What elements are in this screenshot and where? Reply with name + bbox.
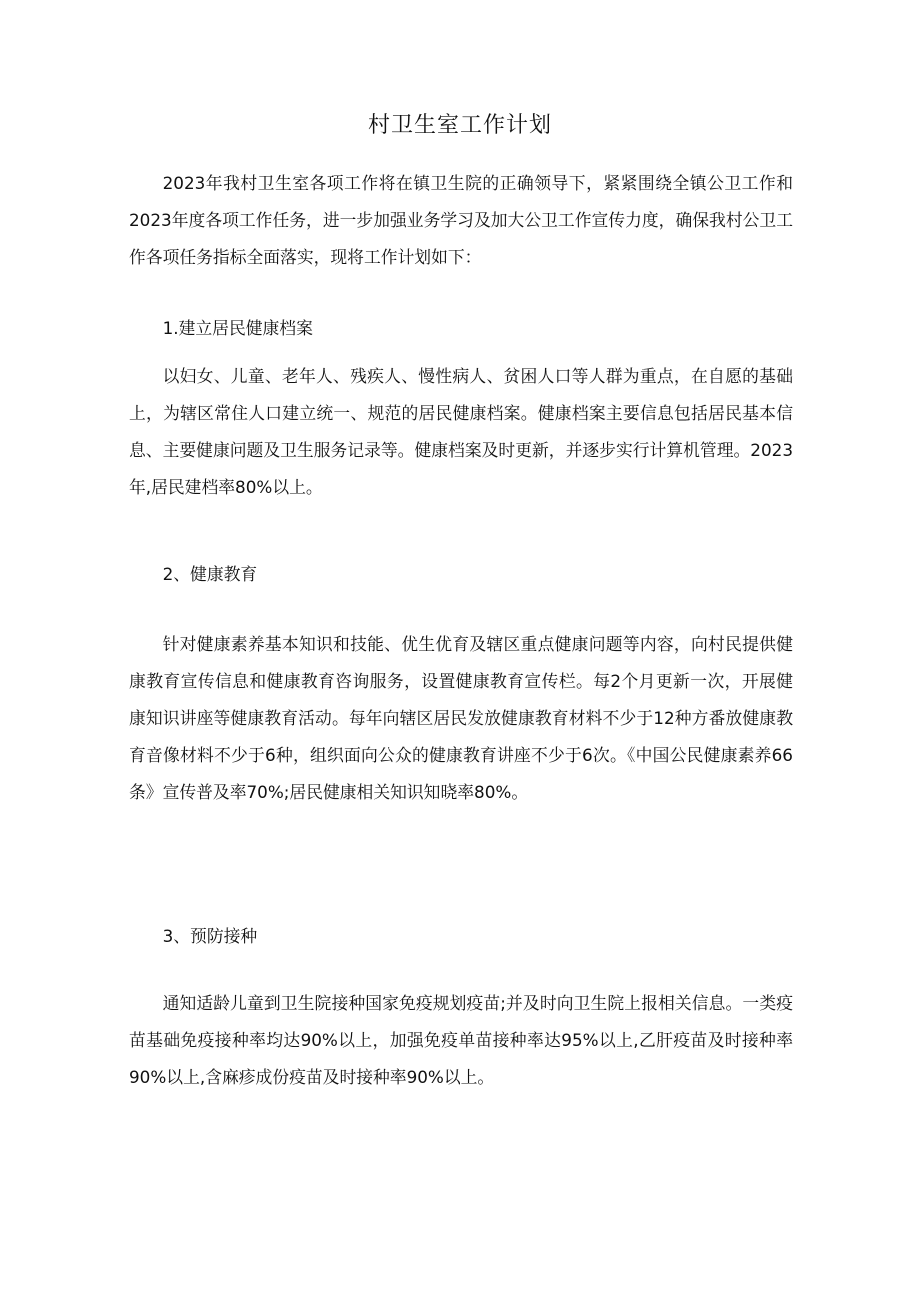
section-body-3: 通知适龄儿童到卫生院接种国家免疫规划疫苗;并及时向卫生院上报相关信息。一类疫苗基础免疫接种率均达90%以上，加强免疫单苗接种率达95%以上,乙肝疫苗及时接种率90%以上,含麻疹成份疫苗及时接种率90%以上。 xyxy=(129,993,793,1087)
intro-paragraph: 2023年我村卫生室各项工作将在镇卫生院的正确领导下，紧紧围绕全镇公卫工作和2023年度各项工作任务，进一步加强业务学习及加大公卫工作宣传力度，确保我村公卫工作各项任务指标全面落实，现将工作计划如下： xyxy=(129,173,793,267)
document-title: 村卫生室工作计划 xyxy=(367,113,552,138)
section-heading-2: 2、健康教育 xyxy=(162,564,258,584)
section-body-1: 以妇女、儿童、老年人、残疾人、慢性病人、贫困人口等人群为重点，在自愿的基础上，为辖区常住人口建立统一、规范的居民健康档案。健康档案主要信息包括居民基本信息、主要健康问题及卫生服务记录等。健康档案及时更新，并逐步实行计算机管理。2023年,居民建档率80%以上。 xyxy=(129,366,793,497)
section-heading-3: 3、预防接种 xyxy=(162,926,258,946)
section-heading-1: 1.建立居民健康档案 xyxy=(162,318,313,338)
section-body-2: 针对健康素养基本知识和技能、优生优育及辖区重点健康问题等内容，向村民提供健康教育宣传信息和健康教育咨询服务，设置健康教育宣传栏。每2个月更新一次，开展健康知识讲座等健康教育活动。每年向辖区居民发放健康教育材料不少于12种方番放健康教育音像材料不少于6种，组织面向公众的健康教育讲座不少于6次。《中国公民健康素养66条》宣传普及率70%;居民健康相关知识知晓率80%。 xyxy=(129,634,793,802)
